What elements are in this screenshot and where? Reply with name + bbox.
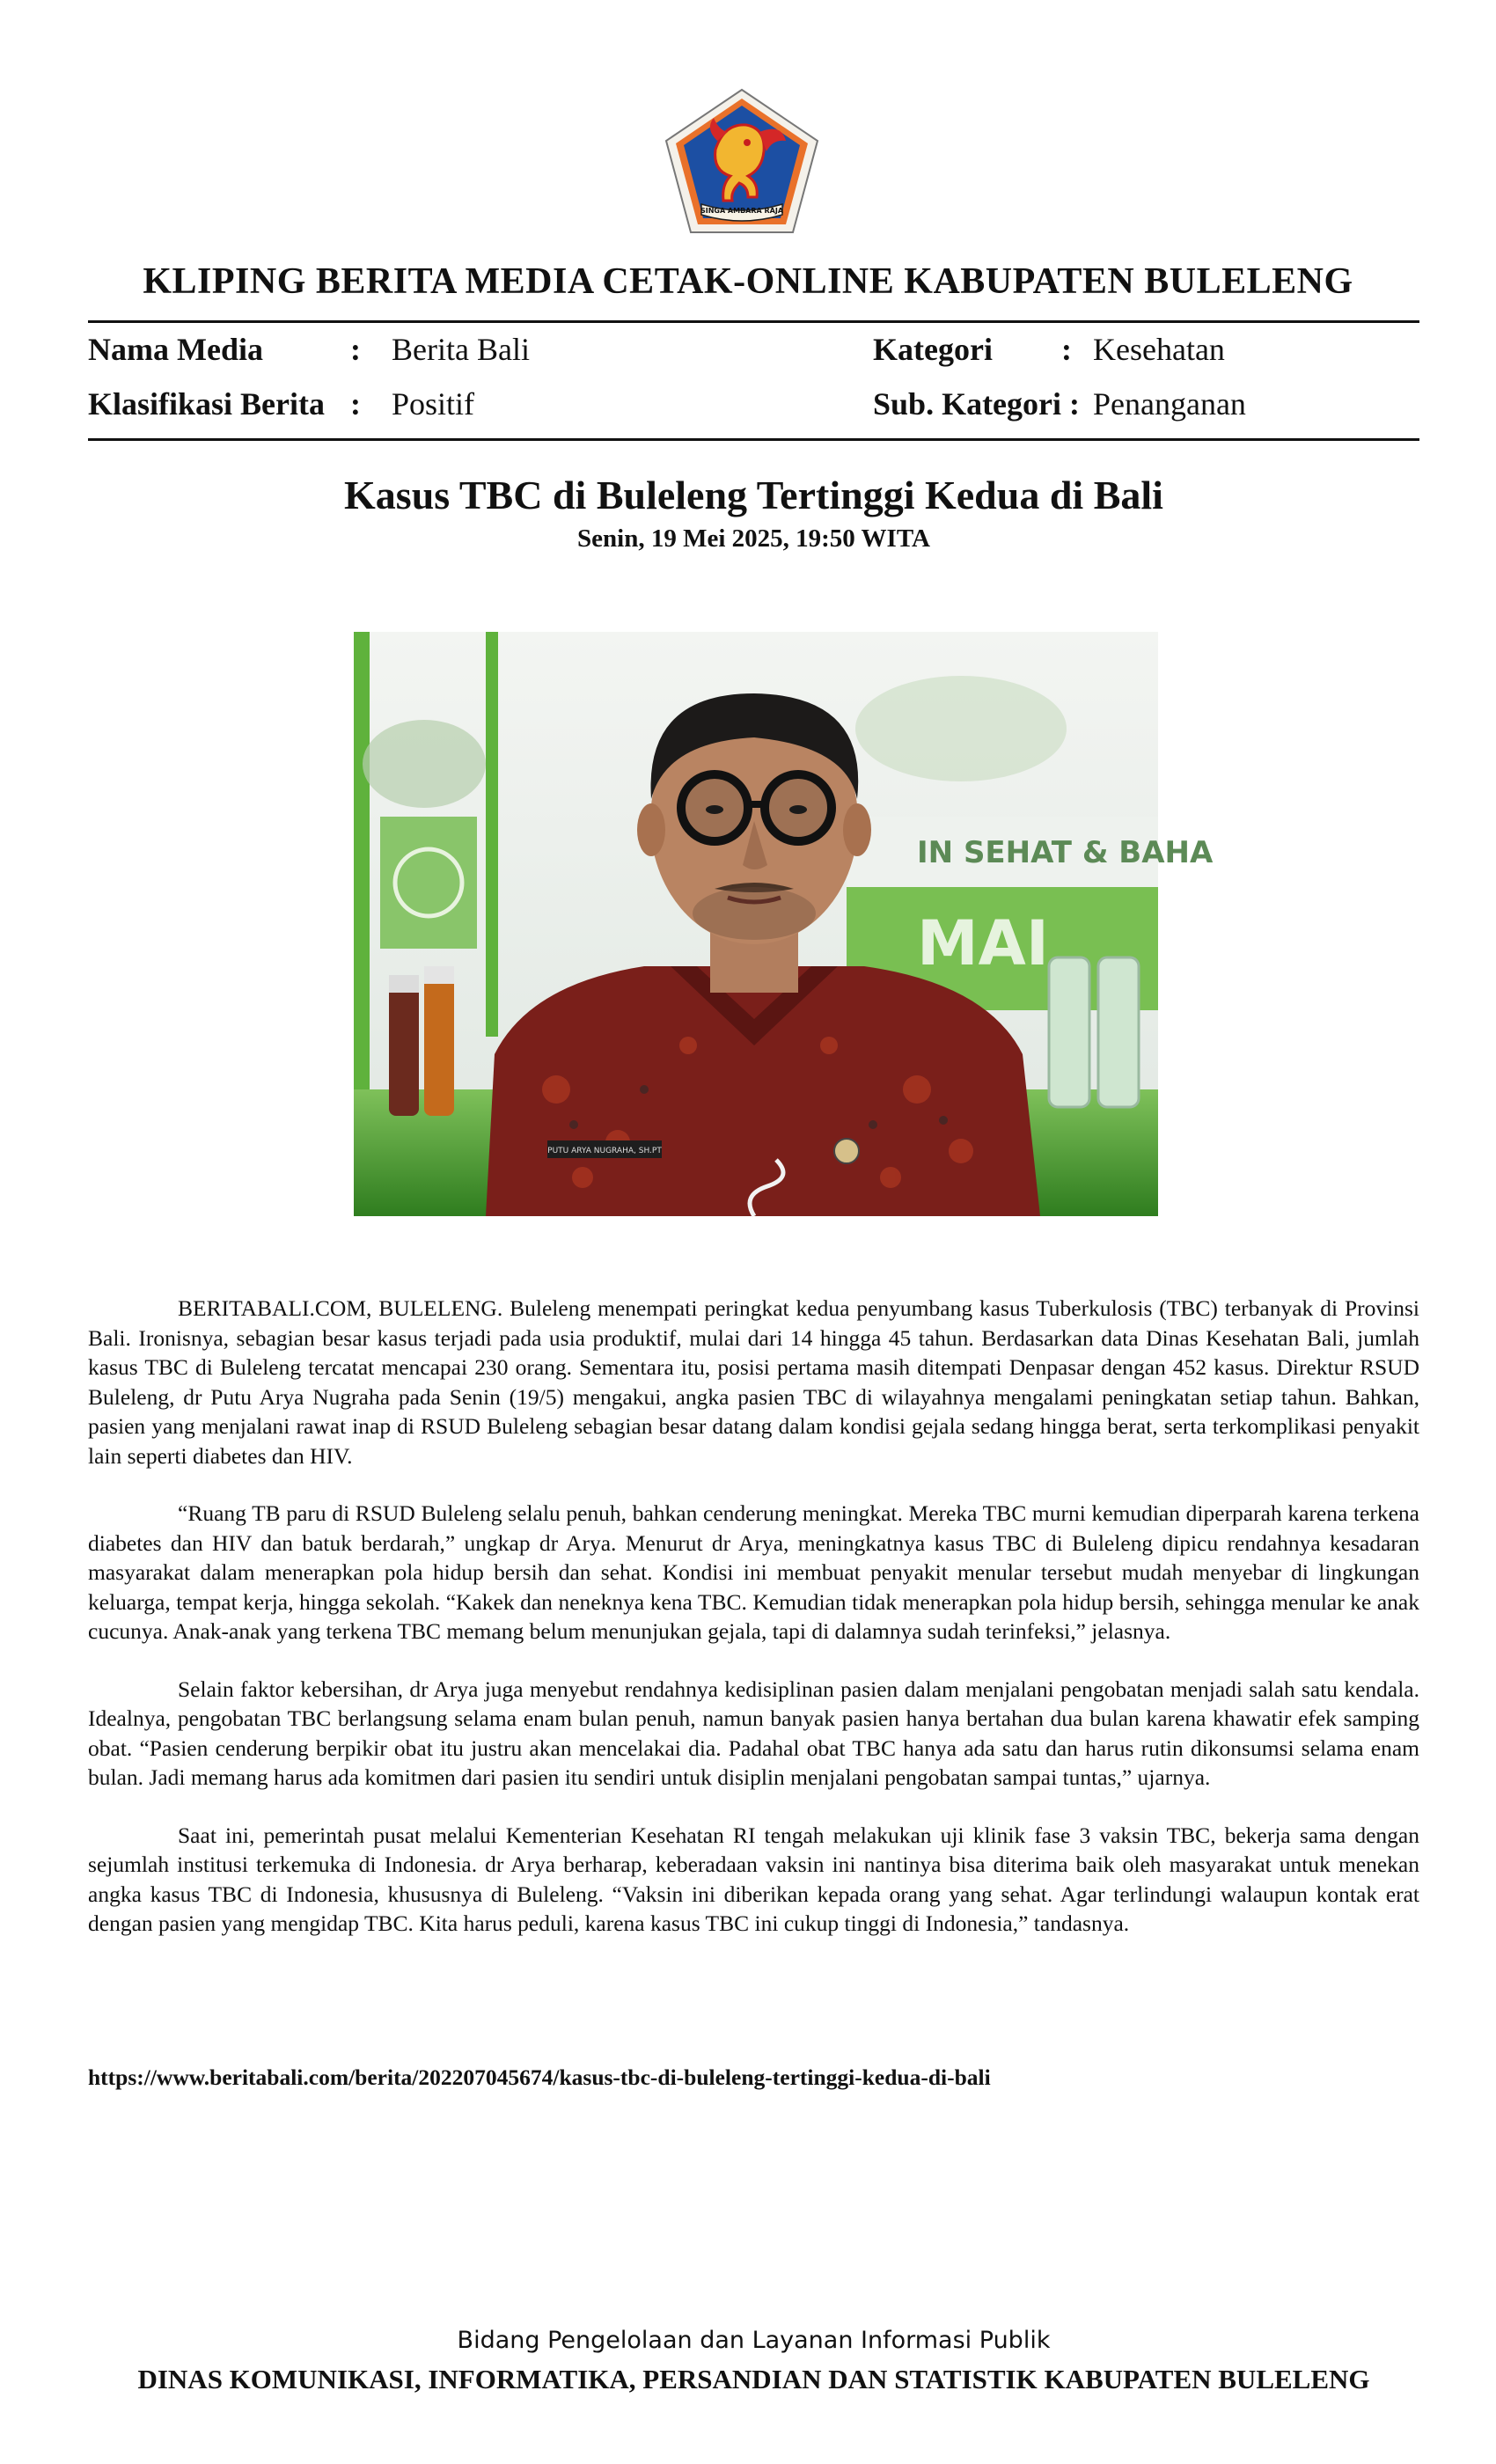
buleleng-emblem-logo [663, 88, 821, 236]
logo-motto: SINGA AMBARA RAJA [700, 207, 784, 215]
article-dateline: Senin, 19 Mei 2025, 19:50 WITA [577, 524, 930, 553]
category-value: Kesehatan [1093, 332, 1225, 367]
header-divider-top [88, 320, 1419, 323]
subcategory-value: Penanganan [1093, 386, 1246, 422]
category-label: Kategori [873, 332, 993, 367]
footer-agency: DINAS KOMUNIKASI, INFORMATIKA, PERSANDIAN DAN STATISTIK KABUPATEN BULELENG [137, 2364, 1370, 2394]
classification-value: Positif [392, 386, 475, 422]
photo-sign-text-1: IN SEHAT & BAHA [917, 835, 1214, 870]
article-photo [354, 632, 1214, 1216]
meta-row-1 [88, 331, 1419, 375]
classification-label: Klasifikasi Berita [88, 386, 325, 422]
article-paragraph: Saat ini, pemerintah pusat melalui Kementerian Kesehatan RI tengah melakukan uji klinik fase 3 vaksin TBC, bekerja sama dengan sejumlah institusi terkemuka di Indonesia. dr Arya berharap, keberadaan vaksin ini nantinya bisa diterima baik oleh masyarakat untuk menekan angka kasus TBC di Indonesia, khususnya di Buleleng. “Vaksin ini diberikan kepada orang yang sehat. Agar terlindungi walaupun kontak erat dengan pasien yang mengidap TBC. Kita harus peduli, karena kasus TBC ini cukup tinggi di Indonesia,” tandasnya. [88, 1822, 1419, 1936]
header-divider-bottom [88, 438, 1419, 441]
article-paragraph: “Ruang TB paru di RSUD Buleleng selalu penuh, bahkan cenderung meningkat. Mereka TBC murni kemudian diperparah karena terkena diabetes dan HIV dan batuk berdarah,” ungkap dr Arya. Menurut dr Arya, meningkatnya kasus TBC di Buleleng dipicu rendahnya kesadaran masyarakat dalam menerapkan pola hidup bersih dan sehat. Kondisi ini membuat penyakit menular tersebut mudah menyebar di lingkungan keluarga, tempat kerja, hingga sekolah. “Kakek dan neneknya kena TBC. Kemudian tidak menerapkan pola hidup bersih, sehingga menular ke anak cucunya. Anak-anak yang terkena TBC memang belum menunjukan gejala, tapi di dalamnya sudah terinfeksi,” jelasnya. [88, 1500, 1419, 1644]
media-separator: : [350, 332, 361, 367]
article-headline: Kasus TBC di Buleleng Tertinggi Kedua di Bali [344, 473, 1163, 517]
source-link[interactable]: https://www.beritabali.com/berita/202207045674/kasus-tbc-di-buleleng-tertinggi-kedua-di-bali [88, 2064, 991, 2090]
category-separator: : [1061, 332, 1072, 367]
classification-separator: : [350, 386, 361, 422]
meta-row-2 [88, 385, 1419, 429]
photo-sign-text-2: MAI [917, 907, 1049, 979]
media-label: Nama Media [88, 332, 263, 367]
media-value: Berita Bali [392, 332, 530, 367]
photo-name-tag: PUTU ARYA NUGRAHA, SH.PT [547, 1147, 662, 1155]
article-photo-illustration [354, 632, 1214, 1216]
page-title: KLIPING BERITA MEDIA CETAK-ONLINE KABUPATEN BULELENG [143, 261, 1353, 302]
subcategory-label: Sub. Kategori : [873, 386, 1081, 422]
footer-division: Bidang Pengelolaan dan Layanan Informasi Publik [457, 2327, 1051, 2354]
article-body [88, 1294, 1419, 1967]
article-paragraph: Selain faktor kebersihan, dr Arya juga menyebut rendahnya kedisiplinan pasien dalam menjalani pengobatan menjadi salah satu kendala. Idealnya, pengobatan TBC berlangsung selama enam bulan penuh, namun banyak pasien hanya bertahan dua bulan karena khawatir efek samping obat. “Pasien cenderung berpikir obat itu justru akan mencelakai dia. Padahal obat TBC hanya ada satu dan harus rutin dikonsumsi selama enam bulan. Jadi memang harus ada komitmen dari pasien itu sendiri untuk disiplin menjalani pengobatan sampai tuntas,” ujarnya. [88, 1676, 1419, 1790]
article-paragraph: BERITABALI.COM, BULELENG. Buleleng menempati peringkat kedua penyumbang kasus Tuberkulosis (TBC) terbanyak di Provinsi Bali. Ironisnya, sebagian besar kasus terjadi pada usia produktif, mulai dari 14 hingga 45 tahun. Berdasarkan data Dinas Kesehatan Bali, jumlah kasus TBC di Buleleng tercatat mencapai 230 orang. Sementara itu, posisi pertama masih ditempati Denpasar dengan 452 kasus. Direktur RSUD Buleleng, dr Putu Arya Nugraha pada Senin (19/5) mengakui, angka pasien TBC di wilayahnya mengalami peningkatan setiap tahun. Bahkan, pasien yang menjalani rawat inap di RSUD Buleleng sebagian besar datang dalam kondisi gejala sedang hingga berat, serta terkomplikasi penyakit lain seperti diabetes dan HIV. [88, 1295, 1419, 1469]
